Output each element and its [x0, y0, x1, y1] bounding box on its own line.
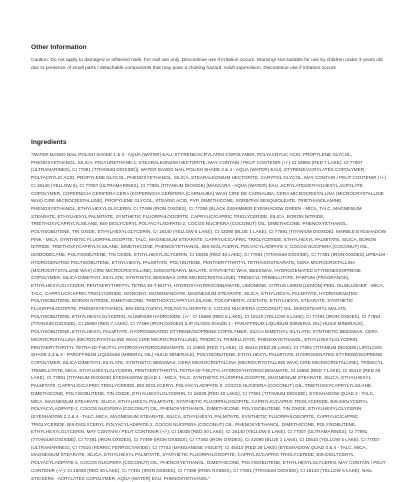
- ingredients-heading: Ingredients: [31, 139, 67, 146]
- other-information-heading: Other Information: [31, 44, 87, 51]
- other-information-text: Caution: Do not apply to damaged or inflamed nails. For nail use only. Discontinue use if irritation occurs. Warning! Not suitable for use by children under 3 years old due to presence of small parts / detachable components that may pose a choking hazard. Adult supervision. Discontinue use if irritation occurs: [31, 58, 383, 72]
- ingredients-text: "WATER BASED NAIL POLISH SHADE 1 & 3 - AQUA (WATER) EAU, STYRENE/ACRYLATES COPOLYMER, POLYACRYLIC ACID, PROPYLENE GLYCOL, PHENOXYETHANOL, SILICA, POLYURETHANE-1, STEARALKONIUM HECTORITE, MAY CONTAIN / PEUT CONTENIR (+/-) CI 15850 (RED 7 LAKE), CI 77007 (ULTRAMARINES), CI 77891 (TITANIUM DIOXIDE)]. WATER BASED NAIL POLISH SHADE 2 & 4 - AQUA (WATER) EAU), STYRENE/ACRYLATES COPOLYMER, POLYACRYLIC ACID, PROPYLENE GLYCOL, PHENOXYETHANOL, SILICA, STEARALKONIUM HECTORITE, CARYFOL GLYCOL, MAY CONTAIN / PEUT CONTENIR (+/-) CI 19140 (YELLOW 5), CI 77007 (ULTRAMARINES), CI 77891 (TITANIUM DIOXIDE) [MASCARA - AQUA (WATER) EAU, ACRYLATES/ETHYLHEXYL ACRYLATE COPOLYMER, COPERNICIA CERIFERA CERA (COPERNICIA CERIFERA (CARNAUBA) WAX) CIRE DE CARNAUBA, CERA MICROCRISTALLINA (MICROCRYSTALLINE WAX) CIRE MICROCRISTALLINE), PROPYLENE GLYCOL, STEARIC ACID, PVP, DIMETHICONE, SORBITAN SESQUIOLEATE, TRIETHANOLAMINE, PHENOXYETHANOL, ETHYLHEXYLGLYCERIN, CI 77499 (IRON OXIDES), CI 77266 (BLACK 2)SHIMMER EYESHADOW GREEN - MICA, TALC, MAGNESIUM STEARATE, ETHYLHEXYL PALMITATE, SYNTHETIC FLUORPHLOGOPITE, CAPRYLIC/CAPRIC TRIGLYCERIDE, SILICA, BORON NITRIDE, TRIETHOXYCAPRYLYLSILANE, BIS-DIGLYCERYL POLYACYLADIPATE-2, COCOS NUCIFERA (COCONUT) OIL, DIMETHICONE, PHENOXYETHANOL, POLYISOBUTENE, TIN OXIDE, ETHYLHEXYLGLYCERIN, CI 19140 (YELLOW 5 LAKE), CI 42090 (BLUE 1 LAKE), CI 77891 (TITANIUM DIOXIDE). MARBLE EYESHADOW PINK - MICA, SYNTHETIC FLUORPHLOGOPITE, TALC, MAGNESIUM STEARATE, CAPRYLIC/CAPRIC TRIGLYCERIDE, ETHYLHEXYL PALMITATE, SILICA, BORON NITRIDE, TRIETHOXYCAPRYLYLSILANE, DIMETHICONE, PHENOXYETHANOL, BIS-DIGLYCERYL POLYACYLADIPATE-2, COCOS NUCIFERA (COCONUT) OIL, ISODODECANE, POLYISOBUTENE, TIN OXIDE, ETHYLHEXYLGLYCERIN, CI 16035 (RED 40 LAKE), CI 77891 (TITANIUM DIOXIDE), CI 77491 (IRON OXIDES) LIPBALM - HYDROGENATED POLYISOBUTENE, ETHYLHEXYL PALMITATE, POLYBUTENE, PENTAERYTHRITYL TETRAISOSTEARATE, CERA MICROCRISTALLINA (MICROCRYSTALLINE WAX) CIRE MICROCRISTALLINE), DIISOSTEARYL MALATE, SYNTHETIC WAX, BEESWAX, HYDROGENATED STYRENE/ISOPRENE COPOLYMER, SILICA DIMETHYL SILYLATE, SYNTHETIC BEESWAX CIRE MICROCRISTALLINE), TRIDECYL TRIMELLITATE, PARFUM (FRAGRANCE), ETHYLHEXYLGLYCERIN, PENTAERYTHRITYL TETRA-DI-T-BUTYL HYDROXYHYDROCINNAMATE, LIMONENE, CITRUS LIMON (LEMON) PEEL OIL/BLUSHER - MICA, TALC, CAPRYLIC/CAPRIC TRIGLYCERIDE, ISONONYL ISONONANOATE, MAGNESIUM STEARATE, SILICA, ETHYLHEXYL PALMITATE, HYDROGENATED POLYISOBUTENE, BORON NITRIDE, DIMETHICONE, TRIETHOXYCAPRYLYLSILANE, TOCOPHERYL ACETATE, ETHYLHEXYL STEARATE, SYNTHETIC FLUORPHLOGOPITE, PHENOXYETHANOL, BIS-DIGLYCERYL POLYACYLADIPATE-2, COCOS NUCIFERA (COCONUT) OIL, DIISOSTEARYL MALATE, POLYISOBUTENE, ETHYLHEXYLGLYCERIN, ALUMINUM HYDROXIDE, (+/-: CI 15850 (RED 6 LAKE), CI 19140 (YELLOW 5 LAKE), CI 77491 (IRON OXIDES), CI 77891 (TITANIUM DIOXIDE), CI 15850 (RED 7 LAKE), CI 77499 (IRON OXIDES) (LIP GLOSS SHADE 1 - PARAFFINUM LIQUIDUM (MINERAL OIL) HUILE MINERALE), POLYISOBUTENE, ETHYLHEXYL PALMITATE, HYDROGENATED STYRENE/ISOPRENE COPOLYMER, SILICA DIMETHYL SILYLATE, SYNTHETIC BEESWAX, CERA MICROCRISTALLINA (MICROCRYSTALLINE WAX) CIRE MICROCRISTALLINE), TRIDECYL TRIMELLITATE, PHENOXYETHANOL, ETHYLHEXYLGLYCERIN, PENTAERYTHRITYL TETRA-DI-T-BUTYL HYDROXYHYDROCINNAMATE, CI 15850 (RED 7 LAKE), CI 45410 (RED 28 LAKE), CI 77891 (TITANIUM DIOXIDE) LIPGLOSS SHADE 2,3 & 4 - PARAFFINUM LIQUIDUM (MINERAL OIL) HUILE MINERALE), POLYISOBUTENE, ETHYLHEXYL PALMITATE, HYDROGENATED STYRENE/ISOPRENE COPOLYMER, SILICA DIMETHYL SILYLATE, SYNTHETIC BEESWAX, CERA MICROCRISTALLINA (MICROCRYSTALLINE WAX) CIRE MICROCRISTALLINE), TRIDECYL TRIMELLITATE, MICA, ETHYLHEXYLGLYCERIN, PENTAERYTHRITYL TETRA-DI-T-BUTYL HYDROXYHYDROCINNAMATE, CI 15850 (RED 7 LAKE), CI 45410 (RED 28 LAKE), CI 77891 (TITANIUM DIOXIDE) EYESHADOW QUAD 1 - MICA, TALC, SYNTHETIC FLUORPHLOGOPITE, MAGNESIUM STEARATE, SILICA, ETHYLHEXYL PALMITATE, CAPRYLIC/CAPRIC TRIGLYCERIDE, BIS-DIGLYCERYL POLYACYLADIPATE-2, COCOS NUCIFERA (COCONUT) OIL, TRIETHOXYCAPRYLYLSILANE, DIMETHICONE, POLYISOBUTENE, TIN OXIDE, ETHYLHEXYLGLYCERIN, CI 16035 (RED 40 LAKE), CI 77891 (TITANIUM DIOXIDE). EYESHADOW QUAD 2 - TALC, MICA, MAGNESIUM STEARATE, SILICA, ETHYLHEXYL PALMITATE, SYNTHETIC FLUORPHLOGOPITE, CAPRYLIC/CAPRIC TRIGLYCERIDE, BIS-DIGLYCERYL POLYACYLADIPATE-2, COCOS NUCIFERA (COCONUT) OIL, PHENOXYETHANOL, DIMETHICONE, POLYISOBUTENE, TIN OXIDE, ETHYLHEXYLGLYCERIN (EYESHADOW 2,3 & 4 - TALC, MICA, MAGNESIUM STEARATE, SILICA, ETHYLHEXYL PALMITATE, SYNTHETIC FLUORPHLOGOPITE, CAPRYLIC/CAPRIC TRIGLYCERIDE, BIS-DIGLYCERYL POLYACYLADIPATE-2, COCOS NUCIFERA (COCONUT) OIL, PHENOXYETHANOL, DIMETHICONE, POLYISOBUTENE, ETHYLHEXYLGLYCERIN, MAY CONTAIN / PEUT CONTENIR (+/-): CI 16035 (RED 40 LAKE), CI 19140 (YELLOW 5 LAKE), CI 77007 (ULTRAMARINES), CI 77891 (TITANIUM DIOXIDE), CI 77491 (IRON OXIDES), CI 77499 (IRON OXIDES), CI 77492 (IRON OXIDES), CI 42090 (BLUE 1 LAKE), CI 15510 (YELLOW 5 LAKE), CI 77007 (ULTRAMARINES), CI 77510 (FERRIC FERROCYANIDE), CI 77742 (MANGANESE VIOLET), CI 45410 (RED 28 LAKE) (EYESHADOW QUAD 3 & 4 - TALC, MICA, MAGNESIUM STEARATE, SILICA, ETHYLHEXYL PALMITATE, SYNTHETIC FLUORPHLOGOPITE, CAPRYLIC/CAPRIC TRIGLYCERIDE, BIS-DIGLYCERYL POLYACYLADIPATE-2, COCOS NUCIFERA (COCONUT) OIL, PHENOXYETHANOL, DIMETHICONE, POLYISOBUTENE, ETHYLHEXYLGLYCERIN, MAY CONTAIN / PEUT CONTENIR (+/-): CI 16035 (RED 40 LAKE), CI 77491 (IRON OXIDES), CI 77499 (IRON OXIDES), CI 77891 (TITANIUM DIOXIDE), CI 19140 (YELLOW 5 LAKE). NAIL STICKERS - ACRYLATES COPOLYMER, AQUA (WATER) EAU, PHENOXYETHANOL": [31, 152, 388, 481]
